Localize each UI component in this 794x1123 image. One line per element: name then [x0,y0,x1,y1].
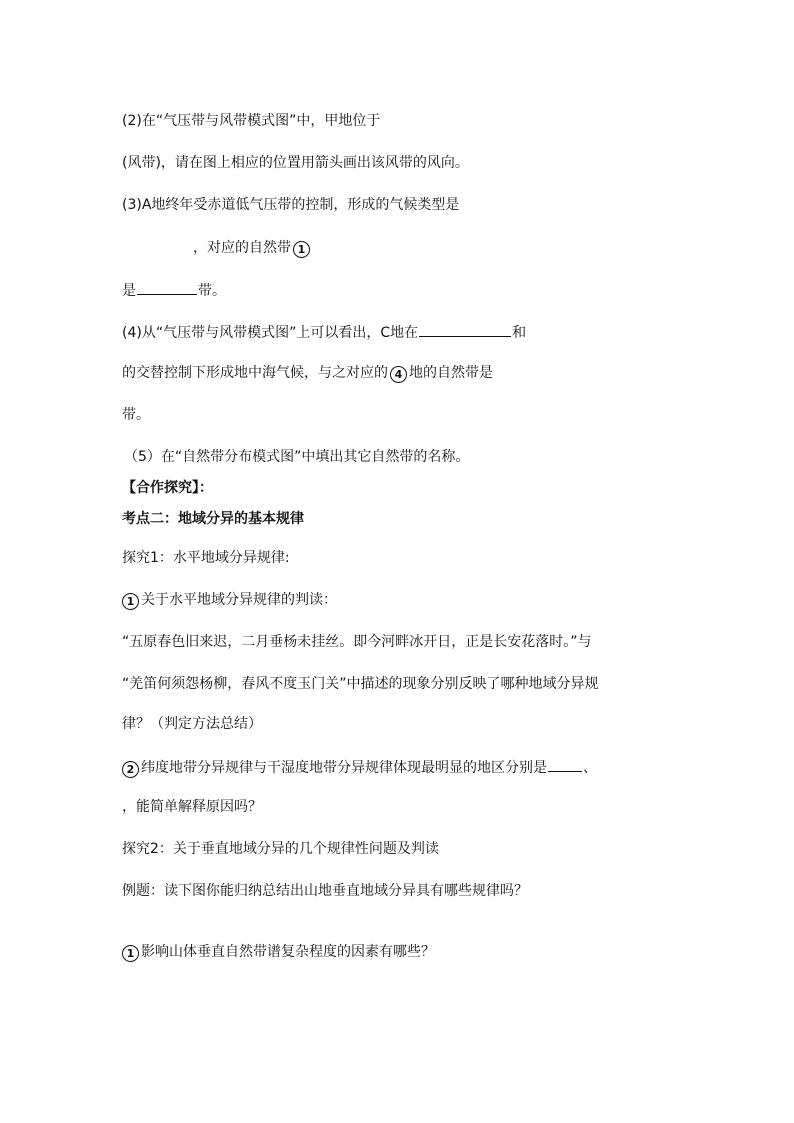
inquiry-1-heading [122,548,290,568]
question-2-line-1 [122,111,380,131]
question-3-line-3 [122,280,226,301]
text: 考点二：地域分异的基本规律 [122,511,304,527]
circled-number-4: 4 [390,366,407,383]
inquiry-1-item-2 [122,757,597,778]
question-2-line-2 [122,153,469,173]
inquiry-2-item-1 [122,942,435,962]
text: (4)从“气压带与风带模式图”上可以看出，C地在 [122,325,419,341]
question-4-line-1 [122,322,526,343]
poem-line-1 [122,632,592,652]
text: 和 [512,325,527,341]
text: ，能简单解释原因吗？ [122,799,262,815]
question-4-line-3 [122,405,150,425]
text: 例题：读下图你能归纳总结出山地垂直地域分异具有哪些规律吗？ [122,883,528,899]
circled-number-2: 2 [122,761,139,778]
text: 带。 [122,407,150,423]
text: 是 [122,283,136,299]
question-5 [124,447,469,467]
circled-number-1: 1 [293,241,310,258]
question-3-line-1 [122,195,459,215]
text: 、 [583,760,597,776]
circled-number-1: 1 [122,945,139,962]
text: 【合作探究】： [122,480,213,496]
answer-blank[interactable] [548,757,582,772]
text: （5）在“自然带分布模式图”中填出其它自然带的名称。 [124,449,470,465]
poem-line-3 [122,714,262,734]
section-heading-cooperative-inquiry [122,478,213,498]
text: 带。 [198,283,226,299]
text: (3)A地终年受赤道低气压带的控制，形成的气候类型是 [122,197,460,213]
text: ，对应的自然带 [193,240,291,256]
example-question [122,881,528,901]
text: 律？（判定方法总结） [122,716,262,732]
text: (2)在“气压带与风带模式图”中，甲地位于 [122,113,381,129]
section-heading-topic-2 [122,509,304,529]
text: 影响山体垂直自然带谱复杂程度的因素有哪些？ [141,944,435,960]
circled-number-1: 1 [122,593,139,610]
text: (风带)，请在图上相应的位置用箭头画出该风带的风向。 [122,155,469,171]
text: “羌笛何须怨杨柳，春风不度玉门关”中描述的现象分别反映了哪种地域分异规 [122,676,599,692]
inquiry-2-heading [122,839,439,859]
text: 纬度地带分异规律与干湿度地带分异规律体现最明显的地区分别是 [141,760,547,776]
text: 探究2：关于垂直地域分异的几个规律性问题及判读 [122,841,439,857]
poem-line-2 [122,674,599,694]
text: 关于水平地域分异规律的判读： [141,592,337,608]
text: “五原春色旧来迟，二月垂杨未挂丝。即今河畔冰开日，正是长安花落时。”与 [122,634,592,650]
question-3-line-2 [193,238,312,258]
inquiry-1-item-1 [122,590,337,610]
text: 的交替控制下形成地中海气候，与之对应的 [122,365,388,381]
text: 地的自然带是 [409,365,493,381]
inquiry-1-item-2-cont [122,797,262,817]
text: 探究1：水平地域分异规律: [122,550,290,566]
answer-blank[interactable] [419,322,511,337]
question-4-line-2 [122,363,493,383]
answer-blank[interactable] [137,280,197,295]
